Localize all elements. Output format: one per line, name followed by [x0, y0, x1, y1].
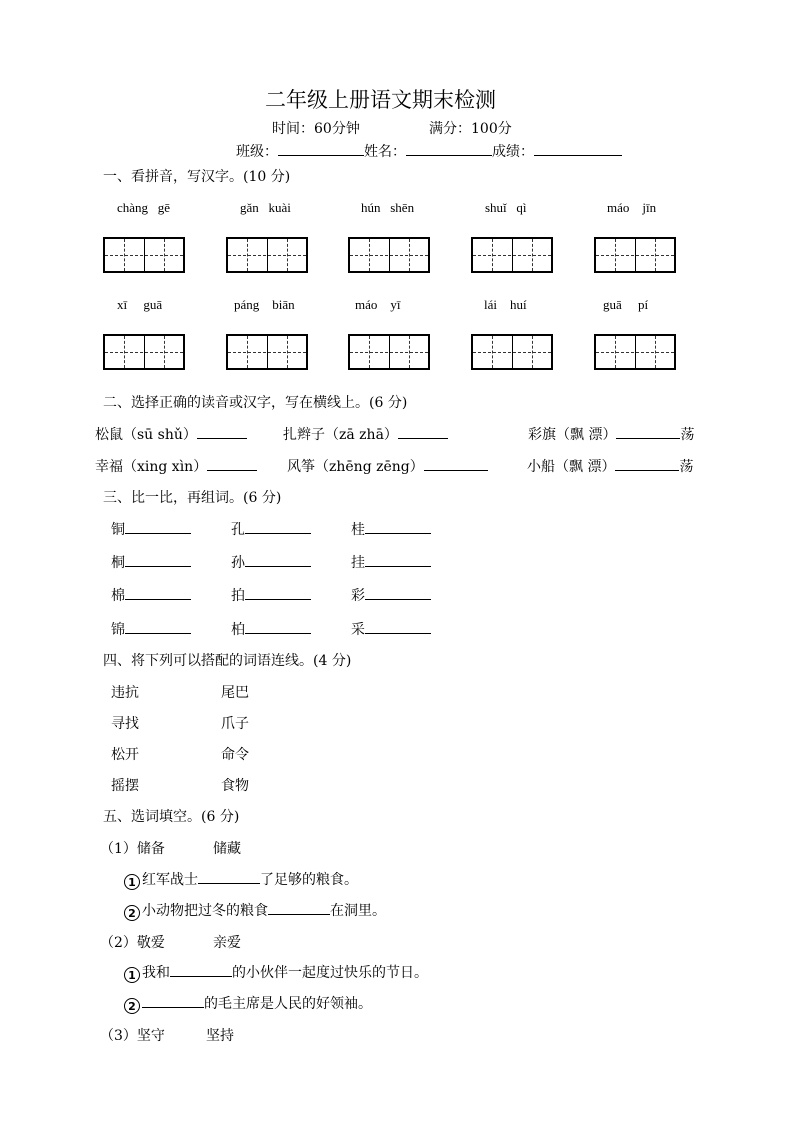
compare-item: 拍	[231, 585, 311, 605]
answer-blank[interactable]	[424, 456, 488, 471]
class-label: 班级：	[236, 144, 278, 160]
q1-word2: 储藏	[213, 841, 241, 857]
writing-box[interactable]	[348, 237, 430, 273]
answer-blank[interactable]	[170, 962, 232, 977]
answer-blank[interactable]	[197, 424, 247, 439]
compare-item: 孙	[231, 552, 311, 572]
section3-heading: 三、比一比，再组词。(6 分)	[103, 490, 282, 506]
answer-blank[interactable]	[615, 456, 679, 471]
match-left-item[interactable]: 寻找	[111, 716, 139, 732]
writing-box[interactable]	[226, 237, 308, 273]
pinyin: máo yī	[355, 297, 401, 312]
question-item: 小船（飘 漂） 荡	[527, 456, 693, 476]
answer-blank[interactable]	[125, 619, 191, 634]
answer-blank[interactable]	[125, 585, 191, 600]
compare-item: 棉	[111, 585, 191, 605]
answer-blank[interactable]	[207, 456, 257, 471]
answer-blank[interactable]	[245, 619, 311, 634]
compare-item: 柏	[231, 619, 311, 639]
pinyin: lái huí	[484, 297, 527, 312]
sentence: 1 红军战士 了足够的粮食。	[124, 869, 358, 890]
pinyin: shuǐ qì	[485, 200, 527, 215]
writing-box[interactable]	[594, 237, 676, 273]
section2-heading: 二、选择正确的读音或汉字，写在横线上。(6 分)	[103, 395, 408, 411]
writing-box[interactable]	[471, 334, 553, 370]
match-right-item[interactable]: 食物	[221, 778, 249, 794]
compare-item: 采	[351, 619, 431, 639]
answer-blank[interactable]	[268, 900, 330, 915]
writing-box[interactable]	[348, 334, 430, 370]
answer-blank[interactable]	[125, 519, 191, 534]
answer-blank[interactable]	[365, 619, 431, 634]
answer-blank[interactable]	[142, 993, 204, 1008]
pinyin: guā pí	[603, 297, 649, 312]
question-item: 扎辫子（zā zhā）	[283, 424, 448, 444]
name-label: 姓名：	[364, 144, 406, 160]
writing-box[interactable]	[594, 334, 676, 370]
match-left-item[interactable]: 违抗	[111, 685, 139, 701]
answer-blank[interactable]	[245, 519, 311, 534]
question-item: 幸福（xing xìn）	[95, 456, 257, 476]
match-right-item[interactable]: 命令	[221, 747, 249, 763]
compare-item: 桐	[111, 552, 191, 572]
answer-blank[interactable]	[398, 424, 448, 439]
sentence: 2 小动物把过冬的粮食 在洞里。	[124, 900, 386, 921]
section4-heading: 四、将下列可以搭配的词语连线。(4 分)	[103, 653, 352, 669]
answer-blank[interactable]	[365, 552, 431, 567]
q1-label: （1）储备	[100, 841, 165, 857]
compare-item: 锦	[111, 619, 191, 639]
section1-heading: 一、看拼音，写汉字。(10 分)	[103, 169, 291, 185]
number-badge: 2	[124, 998, 140, 1014]
compare-item: 孔	[231, 519, 311, 539]
answer-blank[interactable]	[125, 552, 191, 567]
answer-blank[interactable]	[245, 585, 311, 600]
answer-blank[interactable]	[365, 519, 431, 534]
number-badge: 1	[124, 967, 140, 983]
question-item: 彩旗（飘 漂） 荡	[528, 424, 694, 444]
answer-blank[interactable]	[365, 585, 431, 600]
class-field	[236, 141, 622, 161]
writing-box[interactable]	[103, 334, 185, 370]
class-blank[interactable]	[278, 141, 364, 156]
writing-box[interactable]	[471, 237, 553, 273]
q2-word2: 亲爱	[213, 935, 241, 951]
grade-blank[interactable]	[534, 141, 622, 156]
pinyin: máo jīn	[607, 200, 657, 215]
match-left-item[interactable]: 松开	[111, 747, 139, 763]
compare-item: 桂	[351, 519, 431, 539]
sentence: 1 我和 的小伙伴一起度过快乐的节日。	[124, 962, 428, 983]
sentence: 2 的毛主席是人民的好领袖。	[124, 993, 372, 1014]
answer-blank[interactable]	[245, 552, 311, 567]
answer-blank[interactable]	[198, 869, 260, 884]
time-label: 时间：60分钟	[272, 121, 360, 137]
match-left-item[interactable]: 摇摆	[111, 778, 139, 794]
writing-box[interactable]	[103, 237, 185, 273]
writing-box[interactable]	[226, 334, 308, 370]
pinyin: hún shēn	[361, 200, 415, 215]
compare-item: 彩	[351, 585, 431, 605]
name-blank[interactable]	[406, 141, 492, 156]
question-item: 松鼠（sū shǔ）	[95, 424, 247, 444]
q3-label: （3）坚守	[100, 1028, 165, 1044]
pinyin: chàng gē	[117, 200, 171, 215]
answer-blank[interactable]	[616, 424, 680, 439]
match-right-item[interactable]: 爪子	[221, 716, 249, 732]
score-label: 满分：100分	[429, 121, 512, 137]
number-badge: 2	[124, 905, 140, 921]
pinyin: páng biān	[234, 297, 295, 312]
compare-item: 挂	[351, 552, 431, 572]
page-title: 二年级上册语文期末检测	[265, 88, 496, 112]
number-badge: 1	[124, 874, 140, 890]
grade-label: 成绩：	[492, 144, 534, 160]
q2-label: （2）敬爱	[100, 935, 165, 951]
question-item: 风筝（zhēng zēng）	[287, 456, 488, 476]
pinyin: xī guā	[117, 297, 163, 312]
match-right-item[interactable]: 尾巴	[221, 685, 249, 701]
compare-item: 铜	[111, 519, 191, 539]
section5-heading: 五、选词填空。(6 分)	[103, 809, 240, 825]
q3-word2: 坚持	[206, 1028, 234, 1044]
pinyin: gǎn kuài	[240, 200, 291, 215]
